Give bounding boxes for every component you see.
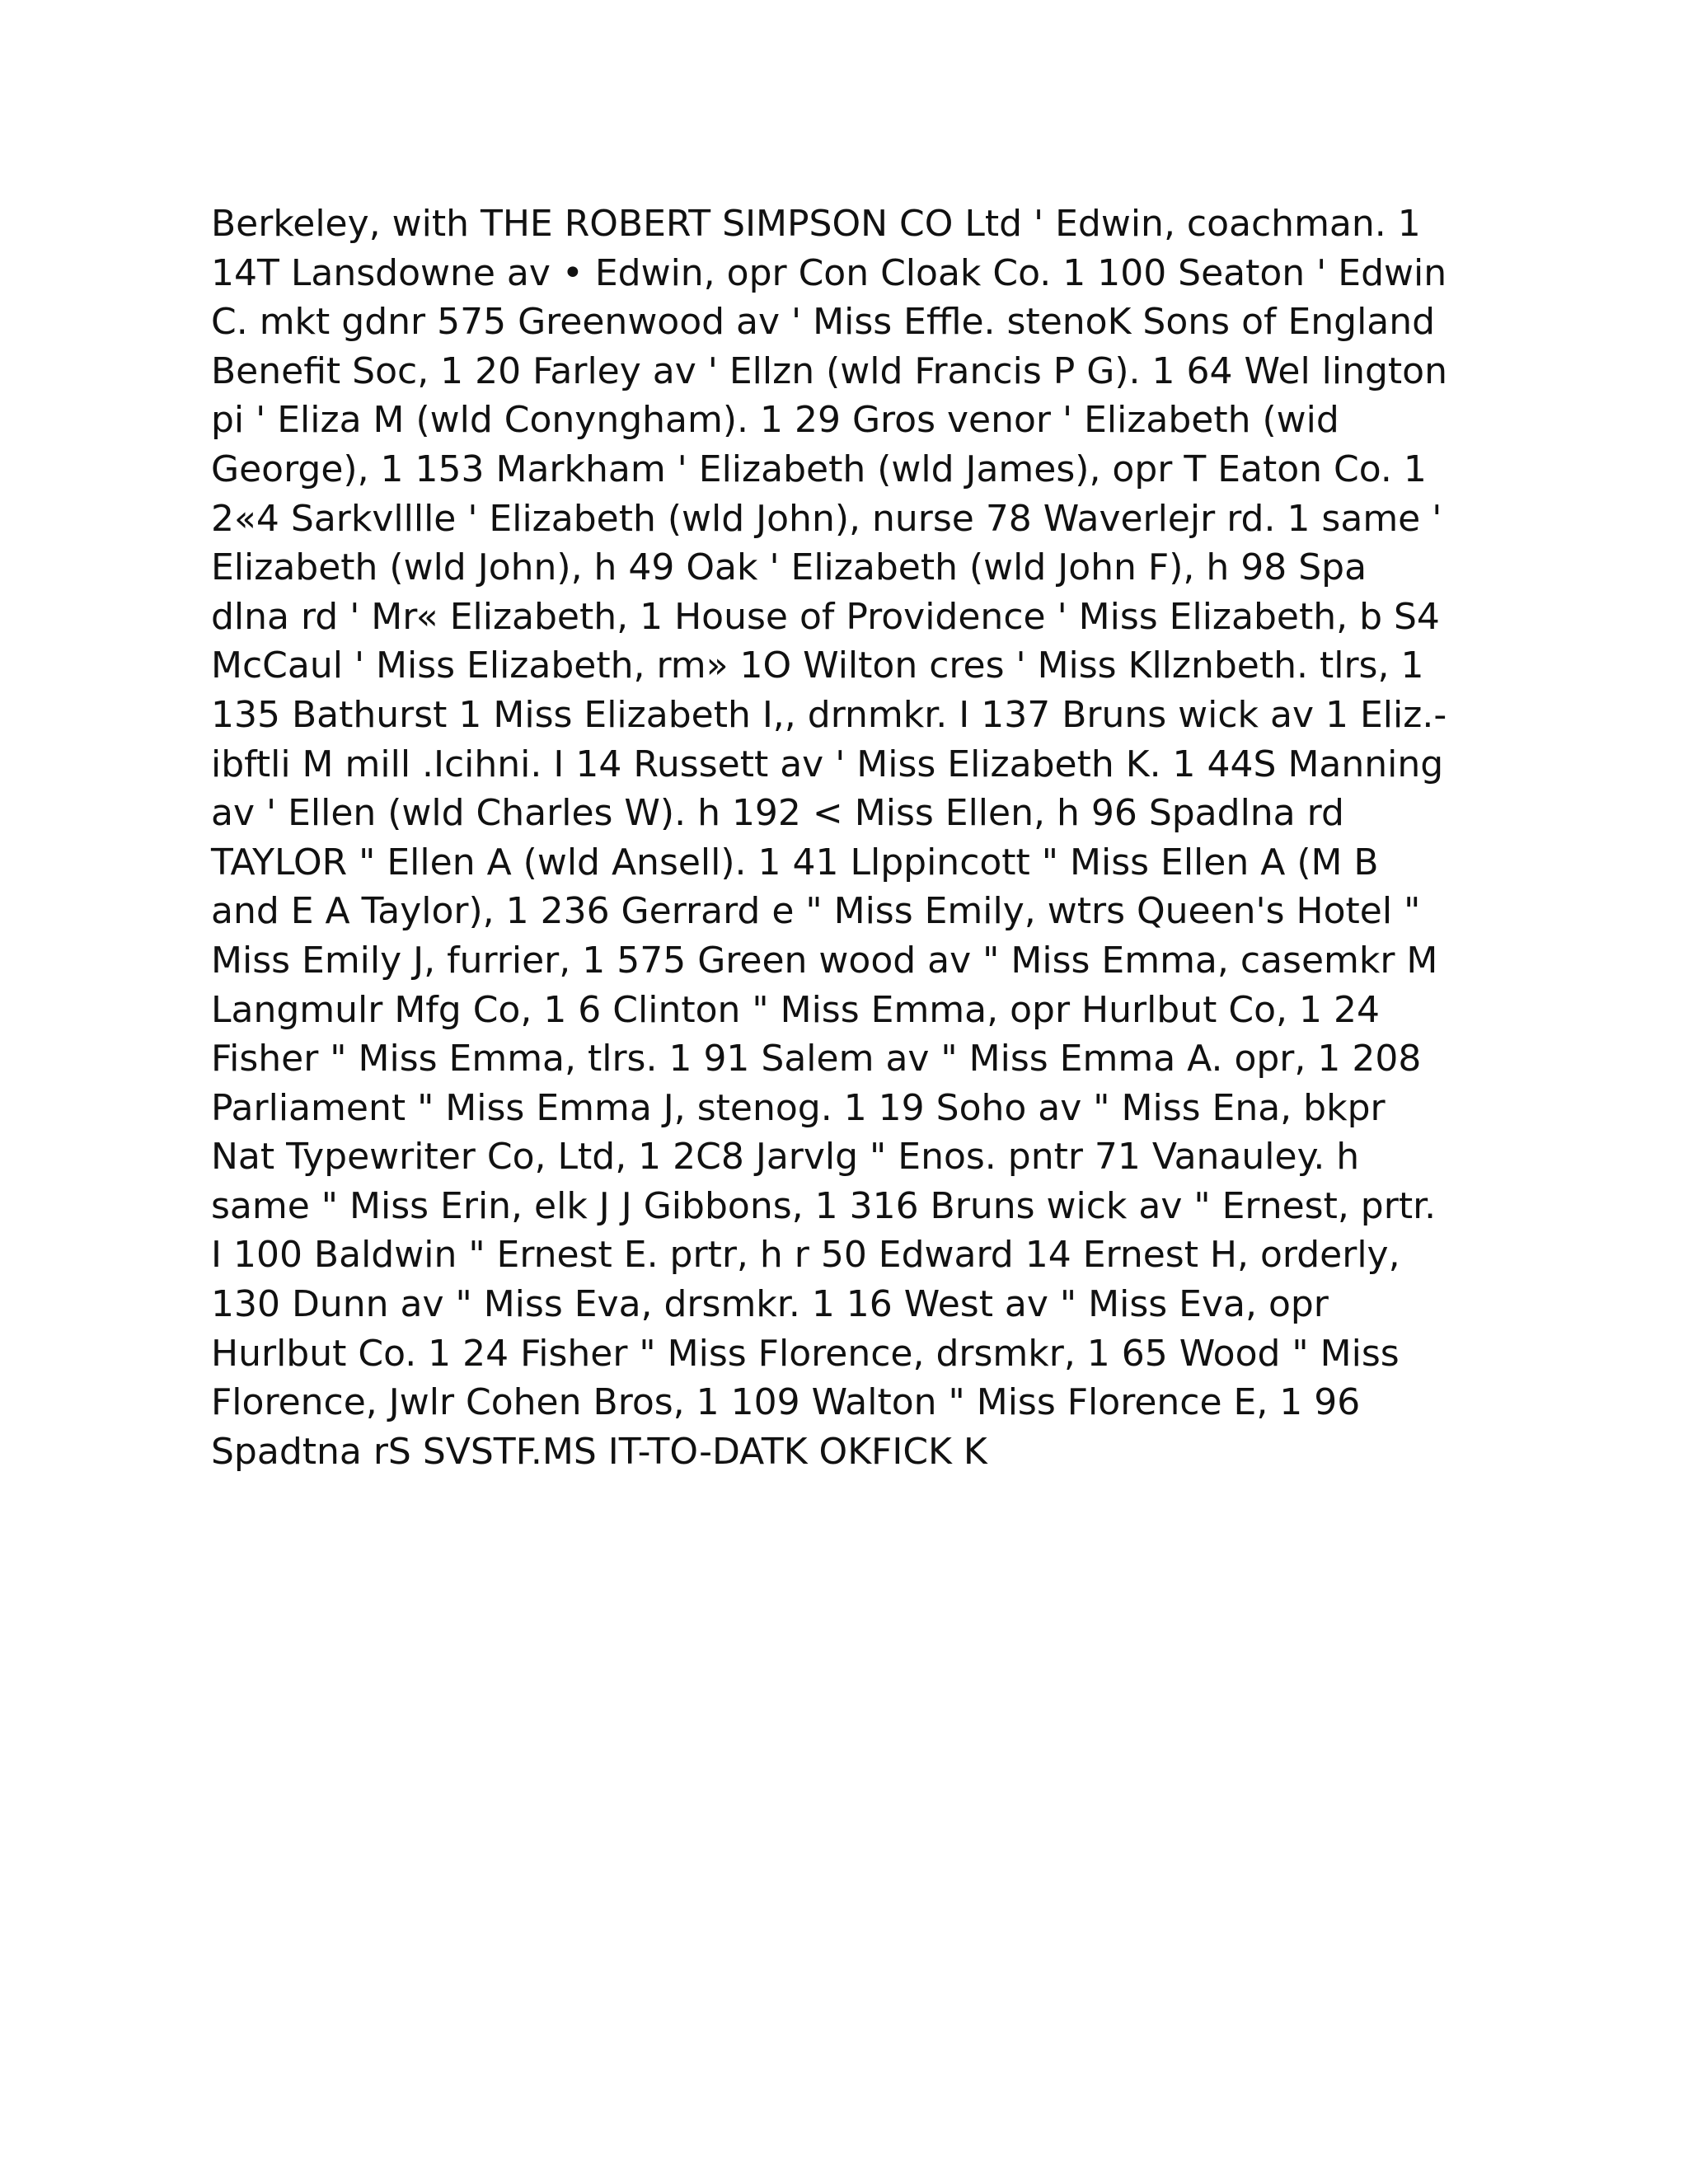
text-line: Hurlbut Co. 1 24 Fisher " Miss Florence, drsmkr, 1 65 Wood " Miss (211, 1332, 1400, 1375)
text-line: Florence, Jwlr Cohen Bros, 1 109 Walton " Miss Florence E, 1 96 (211, 1381, 1361, 1424)
text-line: 135 Bathurst 1 Miss Elizabeth I,, drnmkr. I 137 Bruns wick av 1 Eliz.- (211, 693, 1447, 736)
text-line: Elizabeth (wld John), h 49 Oak ' Elizabeth (wld John F), h 98 Spa (211, 546, 1367, 589)
text-line: Miss Emily J, furrier, 1 575 Green wood av " Miss Emma, casemkr M (211, 939, 1438, 982)
text-line: TAYLOR " Ellen A (wld Ansell). 1 41 Llppincott " Miss Ellen A (M B (211, 841, 1379, 883)
text-line: C. mkt gdnr 575 Greenwood av ' Miss Effle. stenoK Sons of England (211, 301, 1436, 344)
text-line: I 100 Baldwin " Ernest E. prtr, h r 50 Edward 14 Ernest H, orderly, (211, 1234, 1400, 1277)
text-line: Fisher " Miss Emma, tlrs. 1 91 Salem av " Miss Emma A. opr, 1 208 (211, 1038, 1422, 1080)
text-line: Benefit Soc, 1 20 Farley av ' Ellzn (wld Francis P G). 1 64 Wel lington (211, 349, 1447, 392)
text-line: and E A Taylor), 1 236 Gerrard e " Miss Emily, wtrs Queen's Hotel " (211, 890, 1421, 933)
text-line: ibftli M mill .Icihni. I 14 Russett av ' Miss Elizabeth K. 1 44S Manning (211, 743, 1444, 785)
directory-text-block (211, 199, 1497, 1476)
text-line: Berkeley, with THE ROBERT SIMPSON CO Ltd ' Edwin, coachman. 1 (211, 203, 1421, 245)
text-line: McCaul ' Miss Elizabeth, rm» 1O Wilton cres ' Miss Kllznbeth. tlrs, 1 (211, 644, 1424, 687)
text-line: Langmulr Mfg Co, 1 6 Clinton " Miss Emma, opr Hurlbut Co, 1 24 (211, 988, 1380, 1031)
text-line: same " Miss Erin, elk J J Gibbons, 1 316 Bruns wick av " Ernest, prtr. (211, 1184, 1437, 1227)
text-line: Spadtna rS SVSTF.MS IT-TO-DATK OKFICK K (211, 1430, 987, 1473)
text-line: Parliament " Miss Emma J, stenog. 1 19 Soho av " Miss Ena, bkpr (211, 1086, 1386, 1129)
text-line: 14T Lansdowne av • Edwin, opr Con Cloak Co. 1 100 Seaton ' Edwin (211, 251, 1447, 294)
text-line: pi ' Eliza M (wld Conyngham). 1 29 Gros venor ' Elizabeth (wid (211, 399, 1339, 442)
text-line: 130 Dunn av " Miss Eva, drsmkr. 1 16 West av " Miss Eva, opr (211, 1283, 1329, 1326)
text-line: George), 1 153 Markham ' Elizabeth (wld James), opr T Eaton Co. 1 (211, 448, 1427, 490)
text-line: av ' Ellen (wld Charles W). h 192 < Miss Ellen, h 96 Spadlna rd (211, 792, 1344, 835)
text-line: 2«4 Sarkvlllle ' Elizabeth (wld John), nurse 78 Waverlejr rd. 1 same ' (211, 497, 1442, 540)
text-line: dlna rd ' Mr« Elizabeth, 1 House of Providence ' Miss Elizabeth, b S4 (211, 595, 1440, 638)
text-line: Nat Typewriter Co, Ltd, 1 2C8 Jarvlg " Enos. pntr 71 Vanauley. h (211, 1136, 1360, 1179)
